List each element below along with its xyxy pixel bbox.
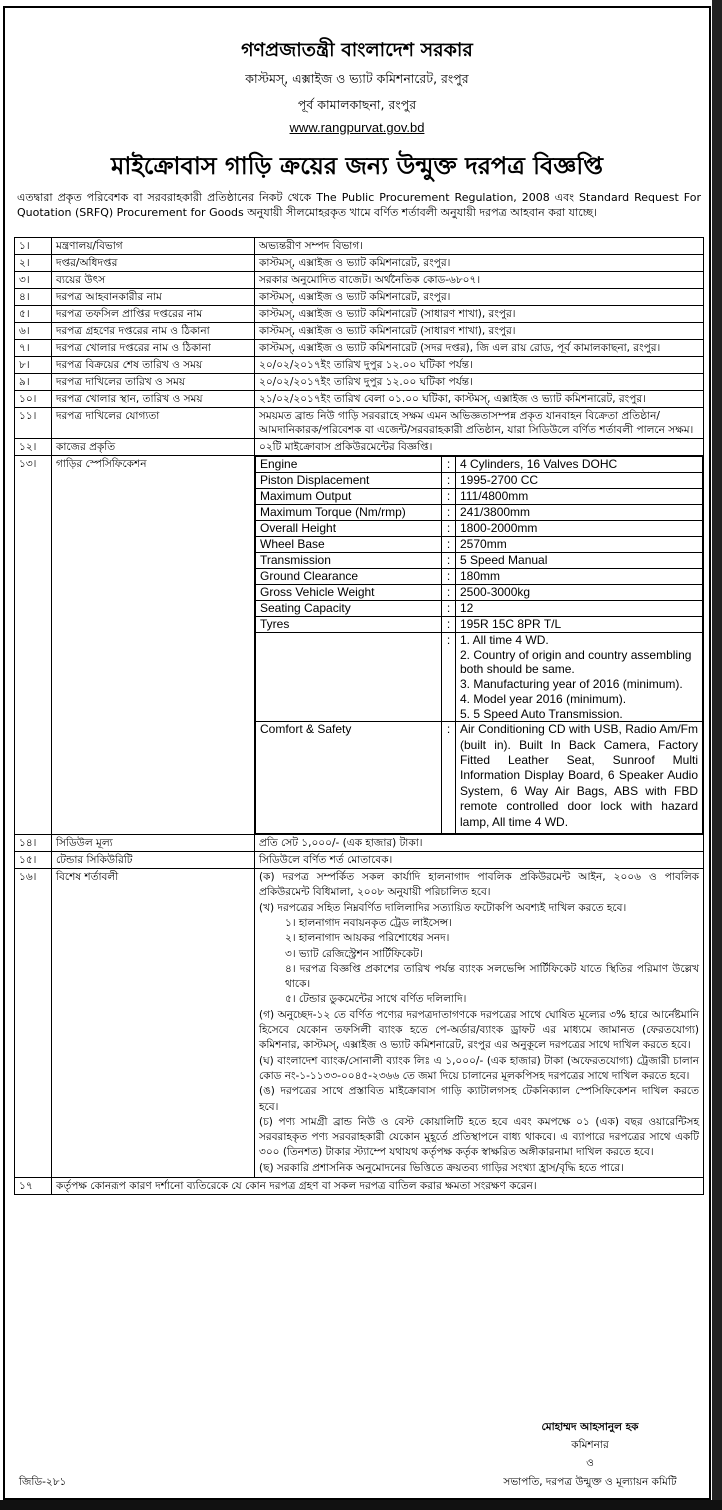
row-label: দরপত্র বিক্রয়ের শেষ তারিখ ও সময় bbox=[52, 357, 255, 374]
table-row bbox=[15, 835, 704, 852]
row-value: অভ্যন্তরীণ সম্পদ বিভাগ। bbox=[255, 238, 704, 255]
condition-umo: (ঙ) দরপত্রের সাথে প্রস্তাবিত মাইক্রোবাস গাড়ি ক্যাটালগসহ টেকনিক্যাল স্পেসিফিকেশন দাখিল করতে হবে। bbox=[259, 1085, 699, 1113]
signatory-designation: কমিশনার bbox=[571, 1439, 609, 1451]
row-label: দরপত্র তফসিল প্রাপ্তির দপ্তরের নাম bbox=[52, 306, 255, 323]
row-value: কাস্টমস্, এক্সাইজ ও ভ্যাট কমিশনারেট, রংপুর। bbox=[255, 255, 704, 272]
spec-note: 2. Country of origin and country assembling both should be same. bbox=[460, 647, 692, 677]
spec-row: Transmission : 5 Speed Manual bbox=[256, 553, 703, 569]
row-number: ৮। bbox=[15, 357, 52, 374]
row-number: ৭। bbox=[15, 340, 52, 357]
spec-key: Comfort & Safety bbox=[256, 722, 442, 834]
tender-details-table bbox=[14, 237, 704, 1195]
row-number: ১। bbox=[15, 238, 52, 255]
spec-key: Piston Displacement bbox=[256, 473, 442, 489]
document-list bbox=[259, 916, 699, 1008]
signatory-name: মোহাম্মদ আহসানুল হক bbox=[541, 1421, 639, 1433]
table-row bbox=[15, 456, 704, 835]
row-label: টেন্ডার সিকিউরিটি bbox=[52, 852, 255, 869]
table-row bbox=[15, 1178, 704, 1195]
row-value: ২০/০২/২০১৭ইং তারিখ দুপুর ১২.০০ ঘটিকা পর্যন্ত। bbox=[255, 357, 704, 374]
spec-key: Seating Capacity bbox=[256, 601, 442, 617]
spec-key: Maximum Output bbox=[256, 489, 442, 505]
row-value: ০২টি মাইক্রোবাস প্রকিউরমেন্টের বিজ্ঞপ্তি। bbox=[255, 439, 704, 456]
table-row bbox=[15, 289, 704, 306]
office-name: কাস্টমস্, এক্সাইজ ও ভ্যাট কমিশনারেট, রংপুর bbox=[245, 71, 469, 86]
table-row bbox=[15, 869, 704, 1178]
condition-kha: (খ) দরপত্রের সহিত নিম্নবর্ণিত দালিলাদির সত্যায়িত ফটোকপি অবশ্যই দাখিল করতে হবে। bbox=[259, 901, 627, 914]
spec-row: Engine : 4 Cylinders, 16 Valves DOHC bbox=[256, 457, 703, 473]
table-row bbox=[15, 357, 704, 374]
row-label: গাড়ির স্পেসিফিকেশন bbox=[52, 456, 255, 835]
spec-cell bbox=[255, 456, 704, 835]
spec-note: 3. Manufacturing year of 2016 (minimum). bbox=[460, 677, 683, 692]
reference-code: জিডি-২৮১ bbox=[19, 1476, 67, 1488]
intro-paragraph: এতদ্বারা প্রকৃত পরিবেশক বা সরবরাহকারী প্রতিষ্ঠানের নিকট থেকে The Public Procurement Regulation, 2008 এবং Standard Request For Quotation (SRFQ) Procurement for Goods অনুযায়ী সীলমোহরকৃত খামে বর্ণিত শর্তাবলী অনুযায়ী দরপত্র আহবান করা যাচ্ছে। bbox=[17, 191, 701, 219]
spec-row: Wheel Base : 2570mm bbox=[256, 537, 703, 553]
spec-key: Ground Clearance bbox=[256, 569, 442, 585]
row-number: ২। bbox=[15, 255, 52, 272]
row-value: প্রতি সেট ১,০০০/- (এক হাজার) টাকা। bbox=[255, 835, 704, 852]
spec-note: 1. All time 4 WD. bbox=[460, 633, 549, 647]
office-address: পূর্ব কামালকাছনা, রংপুর bbox=[297, 97, 417, 112]
row-value: কাস্টমস্, এক্সাইজ ও ভ্যাট কমিশনারেট (সাধারণ শাখা), রংপুর। bbox=[255, 323, 704, 340]
row-number: ১৫। bbox=[15, 852, 52, 869]
row-17-text: কর্তৃপক্ষ কোনরূপ কারণ দর্শানো ব্যতিরেকে যে কোন দরপত্র গ্রহণ বা সকল দরপত্র বাতিল করার ক্ষমতা সংরক্ষণ করেন। bbox=[52, 1178, 704, 1195]
row-value: সরকার অনুমোদিত বাজেট। অর্থনৈতিক কোড-৬৮০৭। bbox=[255, 272, 704, 289]
table-row bbox=[15, 852, 704, 869]
condition-gha: (ঘ) বাংলাদেশ ব্যাংক/সোনালী ব্যাংক লিঃ এ ১,০০০/- (এক হাজার) টাকা (অফেরতযোগ্য) ট্রেজারী চালান কোড নং-১-১১৩৩-০০৪৫-২৩৬৬ তে জমা দিয়ে চালানের মূলকপিসহ দরপত্রের সাথে দাখিল করতে হবে। bbox=[259, 1054, 699, 1082]
row-number: ৯। bbox=[15, 374, 52, 391]
condition-ka: (ক) দরপত্র সম্পর্কিত সকল কার্যাদি হালনাগাদ পাবলিক প্রকিউরমেন্ট আইন, ২০০৬ ও পাবলিক প্রকিউরমেন্ট বিধিমালা, ২০০৮ অনুযায়ী পরিচালিত হবে। bbox=[259, 871, 699, 899]
table-row bbox=[15, 439, 704, 456]
spec-notes bbox=[456, 633, 703, 722]
row-number: ১৭ bbox=[15, 1178, 52, 1195]
row-label: দরপত্র আহবানকারীর নাম bbox=[52, 289, 255, 306]
spec-key: Overall Height bbox=[256, 521, 442, 537]
scan-edge-right bbox=[712, 0, 722, 1510]
row-label: দপ্তর/অধিদপ্তর bbox=[52, 255, 255, 272]
table-row bbox=[15, 323, 704, 340]
table-row bbox=[15, 306, 704, 323]
row-value: ২১/০২/২০১৭ইং তারিখ বেলা ০১.০০ ঘটিকা, কাস্টমস্, এক্সাইজ ও ভ্যাট কমিশনারেট, রংপুর। bbox=[255, 391, 704, 408]
spec-value: 111/4800mm bbox=[456, 489, 703, 505]
tender-notice-page bbox=[3, 6, 711, 1500]
table-row bbox=[15, 340, 704, 357]
row-label: মন্ত্রণালয়/বিভাগ bbox=[52, 238, 255, 255]
spec-value: Air Conditioning CD with USB, Radio Am/Fm (built in). Built In Back Camera, Factory Fitted Leather Seat, Sunroof Multi Information Display Board, 6 Speaker Audio System, 6 Way Air Bags, ABS with FBD remote controlled door lock with hazard lamp, All time 4 WD. bbox=[456, 722, 703, 834]
spec-row: Maximum Torque (Nm/rmp) : 241/3800mm bbox=[256, 505, 703, 521]
vehicle-spec-table bbox=[255, 456, 703, 834]
spec-row: Ground Clearance : 180mm bbox=[256, 569, 703, 585]
spec-value: 2500-3000kg bbox=[456, 585, 703, 601]
spec-key: Transmission bbox=[256, 553, 442, 569]
row-label: দরপত্র খোলার দপ্তরের নাম ও ঠিকানা bbox=[52, 340, 255, 357]
spec-value: 2570mm bbox=[456, 537, 703, 553]
row-label: সিডিউল মূল্য bbox=[52, 835, 255, 852]
signatory-and: ও bbox=[586, 1457, 594, 1469]
spec-value: 1995-2700 CC bbox=[456, 473, 703, 489]
row-label: দরপত্র দাখিলের তারিখ ও সময় bbox=[52, 374, 255, 391]
row-number: ১৪। bbox=[15, 835, 52, 852]
spec-key: Tyres bbox=[256, 617, 442, 633]
row-value: সময়মত ব্রান্ড নিউ গাড়ি সরবরাহে সক্ষম এমন অভিজ্ঞতাসম্পন্ন প্রকৃত যানবাহন বিক্রেতা প্রতিষ্ঠান/আমদানিকারক/পরিবেশক বা এজেন্ট/সরবরাহকারী প্রতিষ্ঠান, যারা সিডিউলে বর্ণিত শর্তাবলী পালনে সক্ষম। bbox=[255, 408, 704, 439]
row-number: ৫। bbox=[15, 306, 52, 323]
spec-row: Tyres : 195R 15C 8PR T/L bbox=[256, 617, 703, 633]
row-value: কাস্টমস্, এক্সাইজ ও ভ্যাট কমিশনারেট, রংপুর। bbox=[255, 289, 704, 306]
spec-value: 241/3800mm bbox=[456, 505, 703, 521]
notice-title: মাইক্রোবাস গাড়ি ক্রয়ের জন্য উন্মুক্ত দরপত্র বিজ্ঞপ্তি bbox=[111, 152, 603, 180]
table-row bbox=[15, 408, 704, 439]
government-heading: গণপ্রজাতন্ত্রী বাংলাদেশ সরকার bbox=[241, 39, 473, 61]
scan-edge-bottom bbox=[0, 1500, 722, 1510]
comfort-safety-row: Comfort & Safety : Air Conditioning CD with USB, Radio Am/Fm (built in). Built In Back Camera, Factory Fitted Leather Seat, Sunroof Multi Information Display Board, 6 Speaker Audio System, 6 Way Air Bags, ABS with FBD remote controlled door lock with hazard lamp, All time 4 WD. bbox=[256, 722, 703, 834]
condition-cha: (চ) পণ্য সামগ্রী ব্রান্ড নিউ ও বেস্ট কোয়ালিটি হতে হবে এবং কমপক্ষে ০১ (এক) বছর ওয়ারেন্টিসহ সরবরাহকৃত পণ্য সরবরাহকারী যেকোন মুহূর্তে প্রতিস্থাপনে বাধ্য থাকবে। এ ব্যাপারে দরপত্রের সাথে একটি ৩০০ (তিনশত) টাকার স্ট্যাম্পে যথাযথ কর্তৃপক্ষ কর্তৃক স্বাক্ষরিত অঙ্গীকারনামা দাখিল করতে হবে। bbox=[259, 1115, 699, 1159]
row-label: ব্যয়ের উৎস bbox=[52, 272, 255, 289]
spec-row: Seating Capacity : 12 bbox=[256, 601, 703, 617]
spec-row: Overall Height : 1800-2000mm bbox=[256, 521, 703, 537]
condition-chha: (ছ) সরকারি প্রশাসনিক অনুমোদনের ভিত্তিতে ক্রয়তব্য গাড়ির সংখ্যা হ্রাস/বৃদ্ধি হতে পারে। bbox=[259, 1161, 624, 1174]
website-link[interactable]: www.rangpurvat.gov.bd bbox=[289, 120, 425, 135]
document-item: ১। হালনাগাদ নবায়নকৃত ট্রেড লাইসেন্স। bbox=[285, 916, 452, 929]
spec-notes-row: : 1. All time 4 WD. 2. Country of origin and country assembling both should be same. 3. Manufacturing year of 2016 (minimum). 4. Model year 2016 (minimum). 5. 5 Speed Auto Transmission. bbox=[256, 633, 703, 722]
row-value: ২০/০২/২০১৭ইং তারিখ দুপুর ১২.০০ ঘটিকা পর্যন্ত। bbox=[255, 374, 704, 391]
special-conditions bbox=[255, 869, 704, 1178]
row-label: দরপত্র গ্রহণের দপ্তরের নাম ও ঠিকানা bbox=[52, 323, 255, 340]
row-number: ৩। bbox=[15, 272, 52, 289]
row-number: ৬। bbox=[15, 323, 52, 340]
row-label: বিশেষ শর্তাবলী bbox=[52, 869, 255, 1178]
spec-key: Maximum Torque (Nm/rmp) bbox=[256, 505, 442, 521]
spec-value: 4 Cylinders, 16 Valves DOHC bbox=[456, 457, 703, 473]
row-number: ৪। bbox=[15, 289, 52, 306]
spec-row: Gross Vehicle Weight : 2500-3000kg bbox=[256, 585, 703, 601]
spec-value: 1800-2000mm bbox=[456, 521, 703, 537]
document-item: ২। হালনাগাদ আয়কর পরিশোধের সনদ। bbox=[285, 932, 450, 945]
row-label: দরপত্র খোলার স্থান, তারিখ ও সময় bbox=[52, 391, 255, 408]
spec-key: Wheel Base bbox=[256, 537, 442, 553]
spec-note: 4. Model year 2016 (minimum). bbox=[460, 691, 627, 706]
spec-value: 12 bbox=[456, 601, 703, 617]
row-label: কাজের প্রকৃতি bbox=[52, 439, 255, 456]
row-number: ১৬। bbox=[15, 869, 52, 1178]
row-value: কাস্টমস্, এক্সাইজ ও ভ্যাট কমিশনারেট (সাধারণ শাখা), রংপুর। bbox=[255, 306, 704, 323]
signatory-committee: সভাপতি, দরপত্র উন্মুক্ত ও মূল্যায়ন কমিটি bbox=[503, 1476, 677, 1488]
table-row bbox=[15, 238, 704, 255]
document-item: ৪। দরপত্র বিজ্ঞপ্তি প্রকাশের তারিখ পর্যন্ত ব্যাংক সলভেন্সি সার্টিফিকেট যাতে স্থিতির পরিমাণ উল্লেখ থাকে। bbox=[285, 962, 699, 991]
document-item: ৫। টেন্ডার ডুকমেন্টের সাথে বর্ণিত দলিলাদি। bbox=[285, 993, 467, 1006]
spec-row: Maximum Output : 111/4800mm bbox=[256, 489, 703, 505]
table-row bbox=[15, 374, 704, 391]
table-row bbox=[15, 391, 704, 408]
row-label: দরপত্র দাখিলের যোগ্যতা bbox=[52, 408, 255, 439]
spec-note: 5. 5 Speed Auto Transmission. bbox=[460, 706, 623, 721]
row-value: সিডিউলে বর্ণিত শর্ত মোতাবেক। bbox=[255, 852, 704, 869]
table-row bbox=[15, 272, 704, 289]
spec-value: 195R 15C 8PR T/L bbox=[456, 617, 703, 633]
spec-key: Gross Vehicle Weight bbox=[256, 585, 442, 601]
row-number: ১৩। bbox=[15, 456, 52, 835]
row-number: ১০। bbox=[15, 391, 52, 408]
table-row bbox=[15, 255, 704, 272]
spec-value: 180mm bbox=[456, 569, 703, 585]
spec-row: Piston Displacement : 1995-2700 CC bbox=[256, 473, 703, 489]
condition-ga: (গ) অনুচ্ছেদ-১২ তে বর্ণিত পণ্যের দরপত্রদাতাগণকে দরপত্রের সাথে ঘোষিত মূল্যের ৩% হারে আর্নেষ্টমানি হিসেবে যেকোন তফসিলী ব্যাংক হতে পে-অর্ডার/ব্যাংক ড্রাফট এর মাধ্যমে জামানত (ফেরতযোগ্য) কমিশনার, কাস্টমস্, এক্সাইজ ও ভ্যাট কমিশনারেট, রংপুর এর অনুকূলে দরপত্রের সাথে দাখিল করতে হবে। bbox=[259, 1008, 699, 1052]
row-value: কাস্টমস্, এক্সাইজ ও ভ্যাট কমিশনারেট (সদর দপ্তর), জি এল রায় রোড, পূর্ব কামালকাছনা, রংপুর। bbox=[255, 340, 704, 357]
spec-value: 5 Speed Manual bbox=[456, 553, 703, 569]
row-number: ১২। bbox=[15, 439, 52, 456]
document-item: ৩। ভ্যাট রেজিস্ট্রেশন সার্টিফিকেট। bbox=[285, 947, 423, 960]
row-number: ১১। bbox=[15, 408, 52, 439]
spec-key: Engine bbox=[256, 457, 442, 473]
